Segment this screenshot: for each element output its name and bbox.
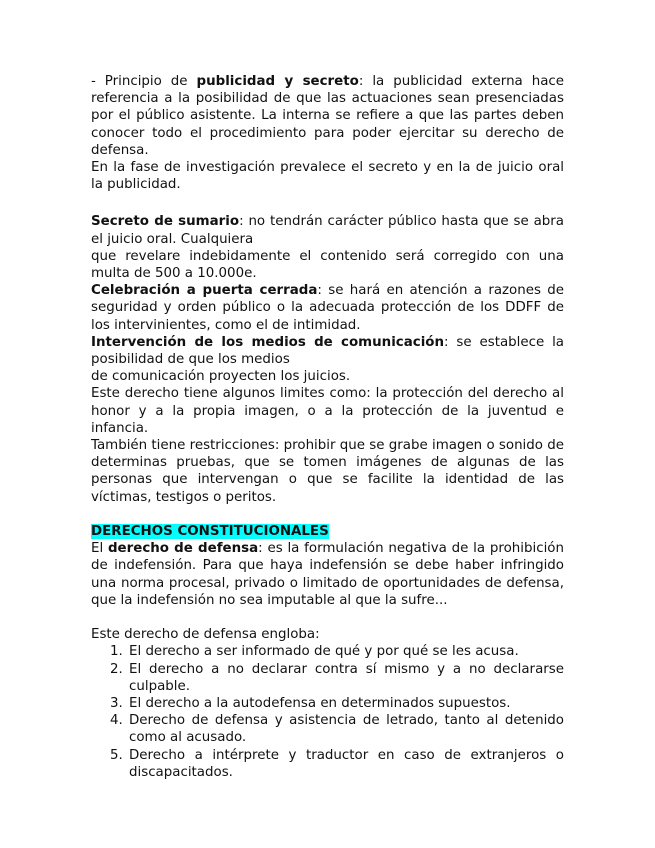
list-item: 4. Derecho de defensa y asistencia de letrado, tanto al detenido como al acusado. xyxy=(127,712,564,746)
spacer xyxy=(91,193,564,213)
paragraph-secreto-sumario: Secreto de sumario: no tendrán carácter público hasta que se abra el juicio oral. Cualquiera xyxy=(91,214,565,247)
list-item: 1. El derecho a ser informado de qué y por qué se les acusa. xyxy=(127,643,564,660)
section-heading xyxy=(91,523,564,540)
term-puerta-cerrada: Celebración a puerta cerrada xyxy=(91,283,318,299)
paragraph-publicidad: - Principio de publicidad y secreto: la publicidad externa hace referencia a la posibilidad de que las actuaciones sean presenciadas por el público asistente. La interna se refiere a que las partes deben conocer todo el procedimiento para poder ejercitar su derecho de defensa. xyxy=(91,74,565,158)
paragraph-multa: que revelare indebidamente el contenido será corregido con una multa de 500 a 10.000e. xyxy=(91,248,564,282)
list-item: 2. El derecho a no declarar contra sí mismo y a no declararse culpable. xyxy=(127,661,564,695)
paragraph-derecho-defensa: El derecho de defensa: es la formulación negativa de la prohibición de indefensión. Para que haya indefensión se debe haber infringido una norma procesal, privado o limitado de oportunidades de defensa, que la indefensión no sea imputable al que la sufre... xyxy=(91,541,564,608)
paragraph-fase-investigacion: En la fase de investigación prevalece el secreto y en la de juicio oral la publicidad. xyxy=(91,160,564,193)
paragraph-engloba: Este derecho de defensa engloba: xyxy=(91,627,320,643)
term-secreto-sumario: Secreto de sumario xyxy=(91,214,240,230)
list-item: 3. El derecho a la autodefensa en determinados supuestos. xyxy=(127,695,564,712)
spacer xyxy=(91,609,564,626)
paragraph-limites: Este derecho tiene algunos limites como: la protección del derecho al honor y a la propia imagen, o a la protección de la juventud e infancia. xyxy=(91,386,564,436)
paragraph-restricciones: También tiene restricciones: prohibir que se grabe imagen o sonido de determinas pruebas, que se tomen imágenes de algunas de las personas que intervengan o que se facilite la identidad de las víctimas, testigos o peritos. xyxy=(91,438,564,505)
term-publicidad-secreto: publicidad y secreto xyxy=(196,74,359,89)
spacer xyxy=(91,506,564,523)
paragraph-proyecten: de comunicación proyecten los juicios. xyxy=(91,369,351,385)
term-derecho-defensa: derecho de defensa xyxy=(107,541,259,557)
rights-list xyxy=(91,643,564,781)
list-item: 5. Derecho a intérprete y traductor en caso de extranjeros o discapacitados. xyxy=(127,747,564,781)
document-body xyxy=(91,73,564,781)
paragraph-puerta-cerrada: Celebración a puerta cerrada: se hará en atención a razones de seguridad y orden público o la adecuada protección de los DDFF de los intervinientes, como el de intimidad. xyxy=(91,283,565,333)
paragraph-medios: Intervención de los medios de comunicación: se establece la posibilidad de que los medios xyxy=(91,334,564,368)
term-medios-comunicacion: Intervención de los medios de comunicación xyxy=(91,334,445,350)
highlighted-heading: DERECHOS CONSTITUCIONALES xyxy=(91,524,329,540)
